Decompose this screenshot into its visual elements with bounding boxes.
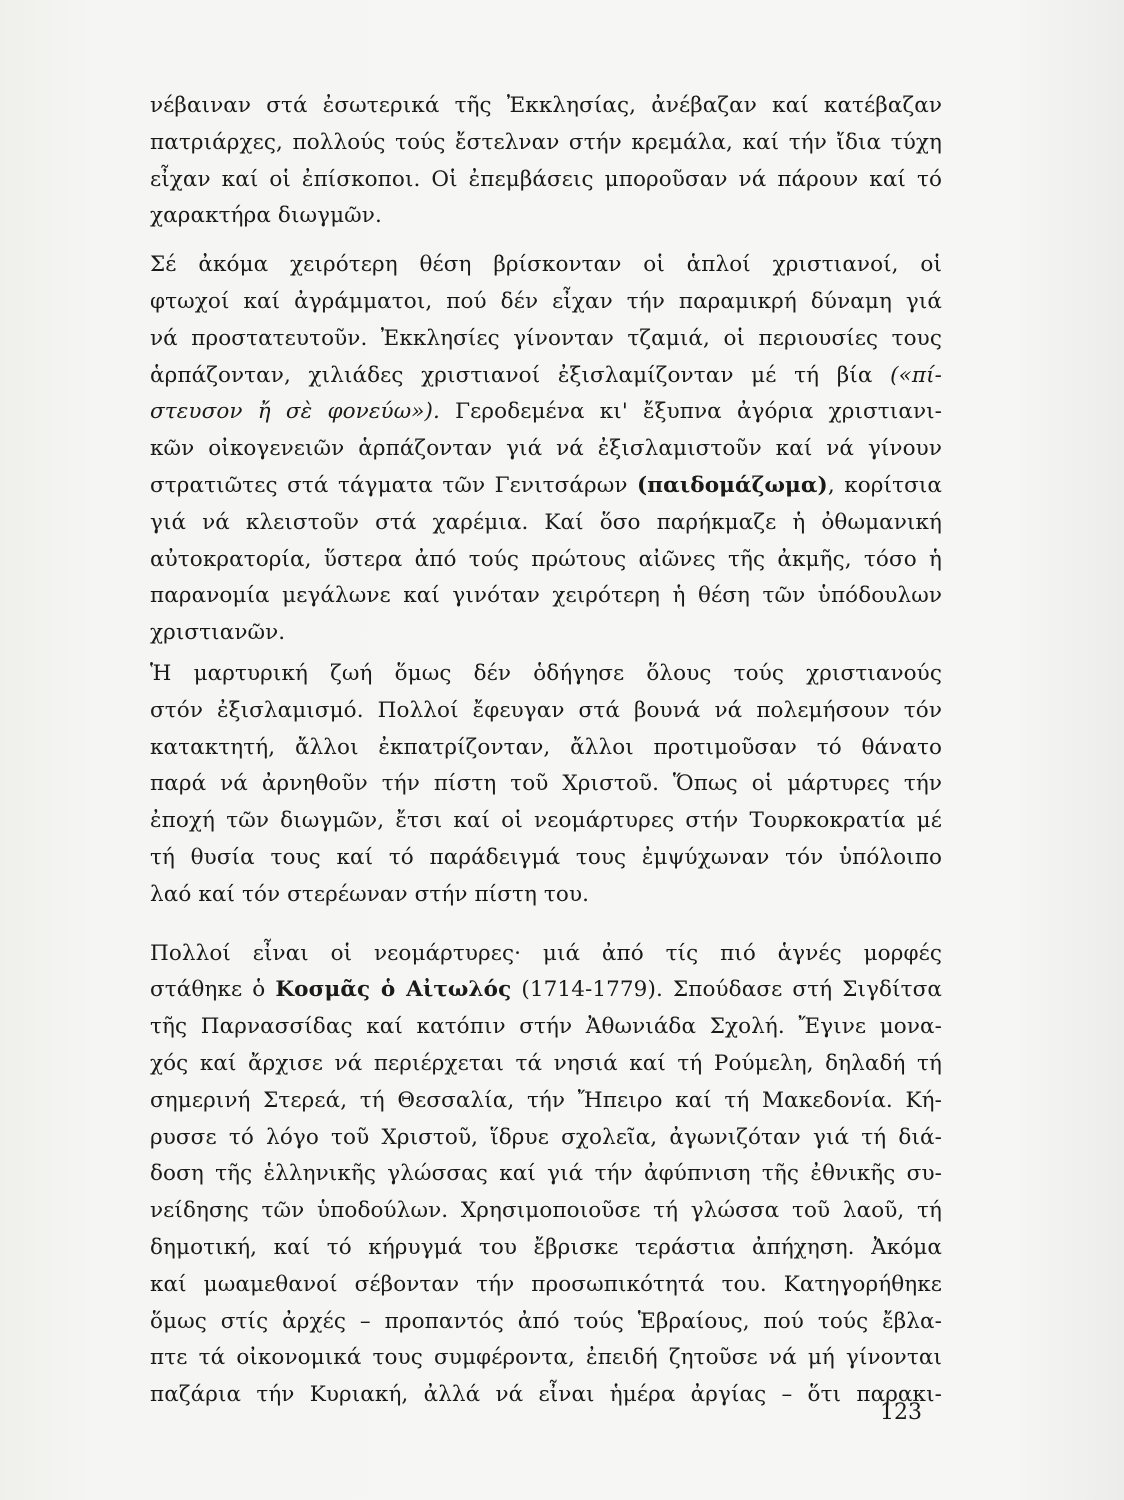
text-line: κατακτητή, ἄλλοι ἐκπατρίζονταν, ἄλλοι προτιμοῦσαν τό θάνατο [150,734,942,760]
text-line: στρατιῶτες στά τάγματα τῶν Γενιτσάρων (παιδομάζωμα), κορίτσια [150,472,943,498]
text-line: Ἡ μαρτυρική ζωή ὅμως δέν ὁδήγησε ὅλους τούς χριστιανούς [150,660,942,686]
text-line: τή θυσία τους καί τό παράδειγμά τους ἐμψύχωναν τόν ὑπόλοιπο [150,844,942,870]
paragraph-4 [150,936,942,1414]
text-line: χριστιανῶν. [150,620,286,646]
text-line: φτωχοί καί ἀγράμματοι, πού δέν εἶχαν τήν παραμικρή δύναμη γιά [150,288,942,314]
text-line: τῆς Παρνασσίδας καί κατόπιν στήν Ἀθωνιάδα Σχολή. Ἔγινε μονα- [150,1014,942,1040]
text-line: καί μωαμεθανοί σέβονταν τήν προσωπικότητά του. Κατηγορήθηκε [150,1271,942,1297]
text-line: παρά νά ἀρνηθοῦν τήν πίστη τοῦ Χριστοῦ. Ὅπως οἱ μάρτυρες τήν [150,771,942,797]
page-number: 123 [880,1400,922,1425]
text-line: κῶν οἰκογενειῶν ἁρπάζονταν γιά νά ἐξισλαμιστοῦν καί νά γίνουν [150,436,942,462]
text-line: αὐτοκρατορία, ὕστερα ἀπό τούς πρώτους αἰῶνες τῆς ἀκμῆς, τόσο ἡ [150,546,942,572]
body-text [150,88,942,1414]
italic-quote: στευσον ἤ σὲ φονεύω»). [150,399,440,425]
bold-term: (παιδομάζωμα) [637,472,828,498]
paragraph-3 [150,656,942,914]
text-line: πατριάρχες, πολλούς τούς ἔστελναν στήν κρεμάλα, καί τήν ἴδια τύχη [150,129,942,155]
text-line: γιά νά κλειστοῦν στά χαρέμια. Καί ὅσο παρήκμαζε ἡ ὀθωμανική [150,509,942,535]
italic-quote: («πί- [890,362,942,388]
text-line: παρανομία μεγάλωνε καί γινόταν χειρότερη ἡ θέση τῶν ὑπόδουλων [150,583,942,609]
text-line: σημερινή Στερεά, τή Θεσσαλία, τήν Ἤπειρο καί τή Μακεδονία. Κή- [150,1087,942,1113]
text-line: νά προστατευτοῦν. Ἐκκλησίες γίνονταν τζαμιά, οἱ περιουσίες τους [150,325,942,351]
paragraph-2 [150,247,942,652]
text-line: δημοτική, καί τό κήρυγμά του ἔβρισκε τεράστια ἀπήχηση. Ἀκόμα [150,1234,942,1260]
text-line: λαό καί τόν στερέωναν στήν πίστη του. [150,881,590,907]
text-line-content: Σέ ἀκόμα χειρότερη θέση βρίσκονταν οἱ ἁπλοί χριστιανοί, οἱ [150,252,942,278]
text-line: ἁρπάζονταν, χιλιάδες χριστιανοί ἐξισλαμίζονταν μέ τή βία («πί- [150,362,942,388]
text-line: στόν ἐξισλαμισμό. Πολλοί ἔφευγαν στά βουνά νά πολεμήσουν τόν [150,697,942,723]
text-line: νείδησης τῶν ὑποδούλων. Χρησιμοποιοῦσε τή γλώσσα τοῦ λαοῦ, τή [150,1198,942,1224]
text-line: Πολλοί εἶναι οἱ νεομάρτυρες· μιά ἀπό τίς πιό ἁγνές μορφές [150,940,942,966]
text-line: ὅμως στίς ἀρχές – προπαντός ἀπό τούς Ἑβραίους, πού τούς ἔβλα- [150,1308,942,1334]
text-line: πτε τά οἰκονομικά τους συμφέροντα, ἐπειδή ζητοῦσε νά μή γίνονται [150,1345,942,1371]
text-line: νέβαιναν στά ἐσωτερικά τῆς Ἐκκλησίας, ἀνέβαζαν καί κατέβαζαν [150,93,942,118]
text-line: ρυσσε τό λόγο τοῦ Χριστοῦ, ἵδρυε σχολεῖα, ἀγωνιζόταν γιά τή διά- [150,1124,942,1150]
text-line: χαρακτήρα διωγμῶν. [150,203,382,229]
text-line: στευσον ἤ σὲ φονεύω»). Γεροδεμένα κι' ἔξυπνα ἀγόρια χριστιανι- [150,399,943,425]
text-line: στάθηκε ὁ Κοσμᾶς ὁ Αἰτωλός (1714-1779). Σπούδασε στή Σιγδίτσα [150,977,942,1003]
text-line: παζάρια τήν Κυριακή, ἀλλά νά εἶναι ἡμέρα ἀργίας – ὅτι παρακι- [150,1382,942,1408]
text-line: δοση τῆς ἑλληνικῆς γλώσσας καί γιά τήν ἀφύπνιση τῆς ἐθνικῆς συ- [150,1161,942,1187]
text-line: χός καί ἄρχισε νά περιέρχεται τά νησιά καί τή Ρούμελη, δηλαδή τή [150,1050,942,1076]
text-line: ἐποχή τῶν διωγμῶν, ἔτσι καί οἱ νεομάρτυρες στήν Τουρκοκρατία μέ [150,808,942,834]
paragraph-1 [150,88,942,235]
text-line: εἶχαν καί οἱ ἐπίσκοποι. Οἱ ἐπεμβάσεις μποροῦσαν νά πάρουν καί τό [150,166,942,192]
bold-term: Κοσμᾶς ὁ Αἰτωλός [275,977,512,1003]
text-line [150,247,942,284]
